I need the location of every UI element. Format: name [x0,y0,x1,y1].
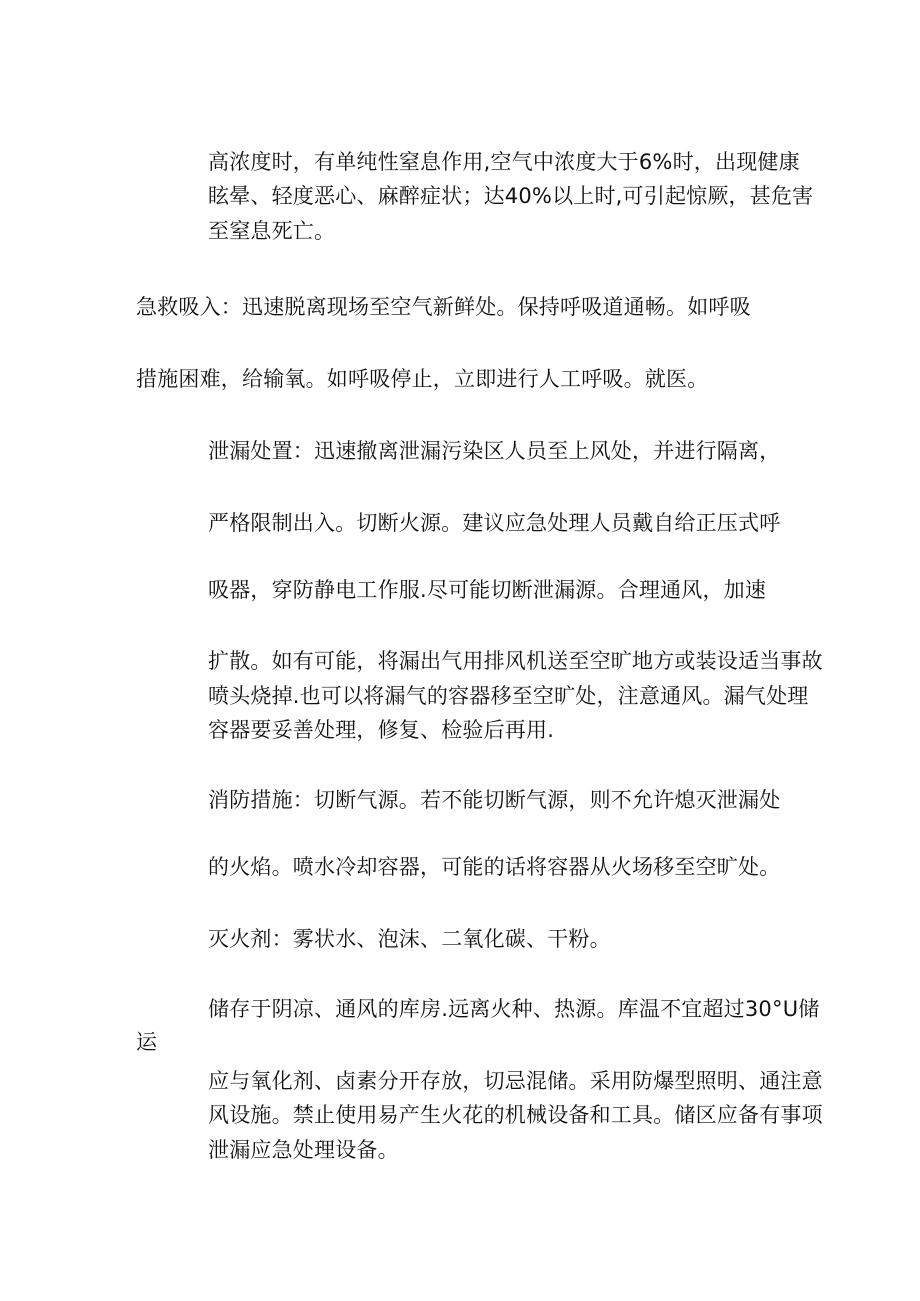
storage-line-1: 储存于阴凉、通风的库房.远离火种、热源。库温不宜超过30°U储 [208,997,820,1021]
leak-line-2: 严格限制出入。切断火源。建议应急处理人员戴自给正压式呼 [208,511,781,535]
hazard-line-2: 眩晕、轻度恶心、麻醉症状；达40%以上时,可引起惊厥，甚危害 [208,184,814,208]
extinguisher-line: 灭火剂：雾状水、泡沫、二氧化碳、干粉。 [208,927,611,951]
leak-line-3: 吸器，穿防静电工作服.尽可能切断泄漏源。合理通风，加速 [208,578,767,602]
leak-line-6: 容器要妥善处理，修复、检验后再用. [208,718,555,742]
first-aid-line-2: 措施困难，给输氧。如呼吸停止，立即进行人工呼吸。就医。 [136,367,709,391]
leak-line-1: 泄漏处置：迅速撤离泄漏污染区人员至上风处，并进行隔离， [208,439,781,463]
first-aid-line-1: 急救吸入：迅速脱离现场至空气新鲜处。保持呼吸道通畅。如呼吸 [136,295,751,319]
fire-line-1: 消防措施：切断气源。若不能切断气源，则不允许熄灭泄漏处 [208,788,781,812]
leak-line-4: 扩散。如有可能，将漏出气用排风机送至空旷地方或装设适当事故 [208,649,823,673]
storage-line-2: 应与氧化剂、卤素分开存放，切忌混储。采用防爆型照明、通注意 [208,1069,823,1093]
leak-line-5: 喷头烧掉.也可以将漏气的容器移至空旷处，注意通风。漏气处理 [208,684,809,708]
storage-section-label: 运 [136,1030,158,1054]
hazard-line-3: 至窒息死亡。 [208,219,336,243]
hazard-line-1: 高浓度时，有单纯性窒息作用,空气中浓度大于6%时，出现健康 [208,150,800,174]
storage-line-4: 泄漏应急处理设备。 [208,1138,399,1162]
fire-line-2: 的火焰。喷水冷却容器，可能的话将容器从火场移至空旷处。 [208,855,781,879]
storage-line-3: 风设施。禁止使用易产生火花的机械设备和工具。储区应备有事项 [208,1103,823,1127]
